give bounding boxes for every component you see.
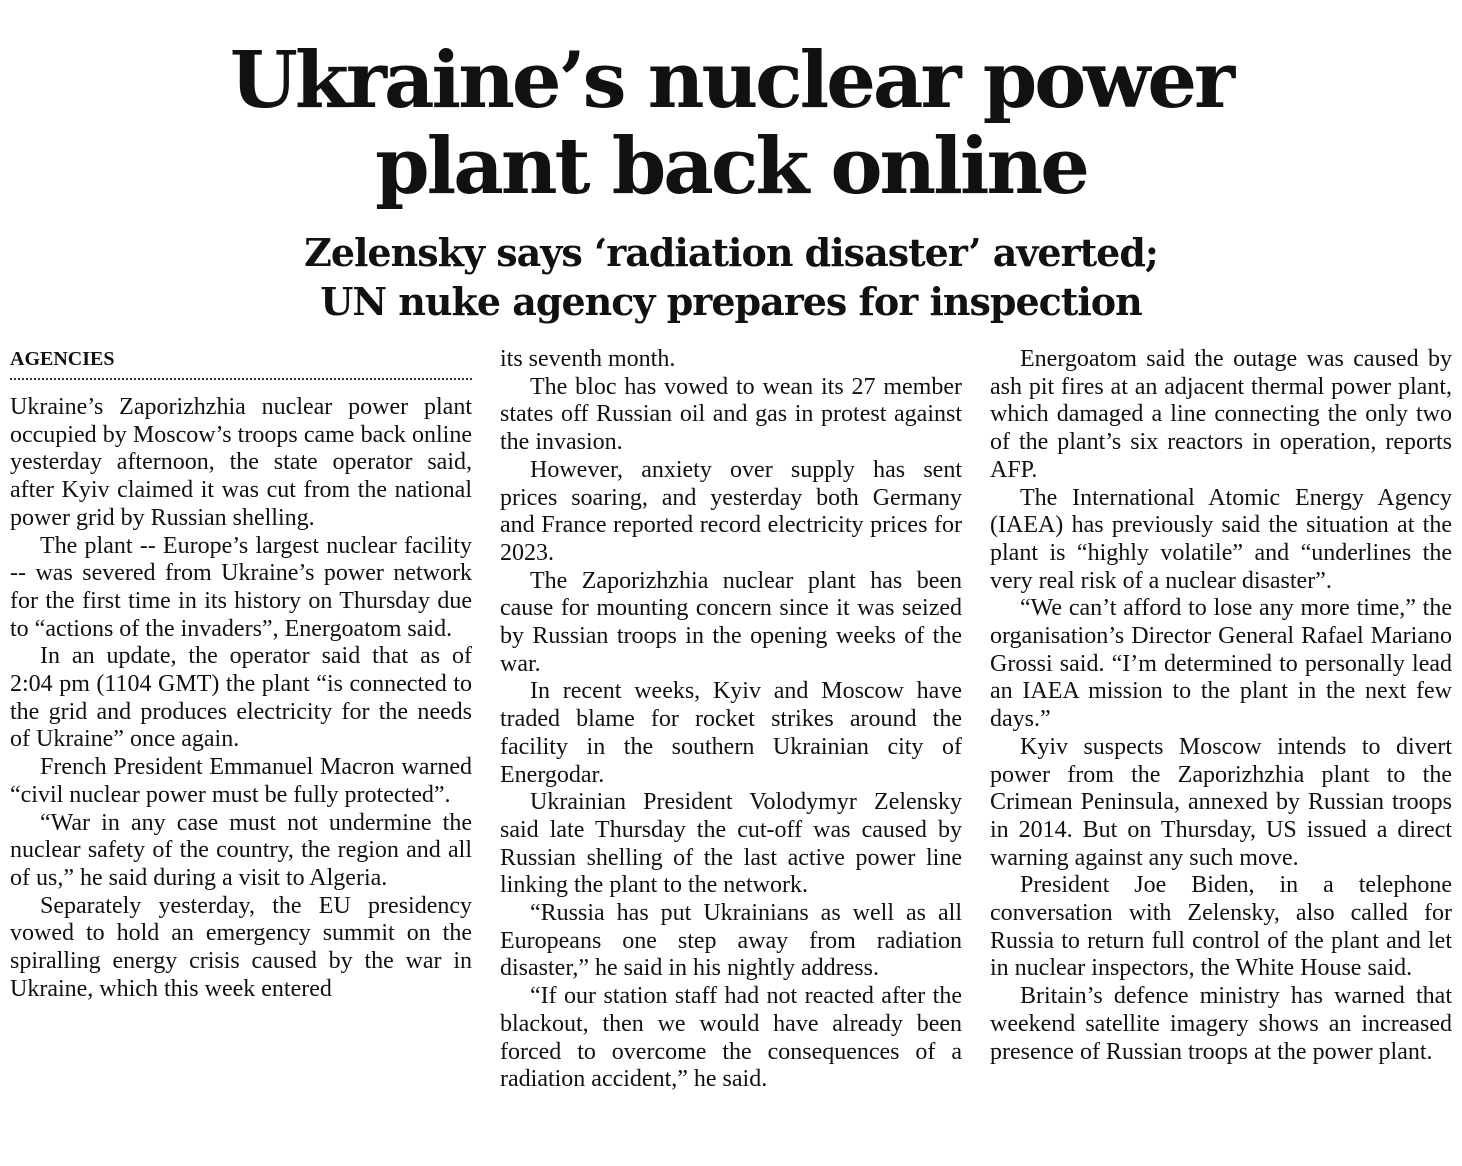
headline-line-2: plant back online (375, 121, 1087, 212)
paragraph: However, anxiety over supply has sent prices soaring, and yesterday both Germany and France reported record electricity prices for 2023. (500, 456, 962, 566)
paragraph: Britain’s defence ministry has warned that weekend satellite imagery shows an increased presence of Russian troops at the power plant. (990, 983, 1452, 1065)
byline: AGENCIES (10, 346, 472, 380)
paragraph: “Russia has put Ukrainians as well as all Europeans one step away from radiation disaster,” he said in his nightly address. (500, 900, 962, 982)
headline-line-1: Ukraine’s nuclear power (229, 35, 1233, 126)
paragraph: The bloc has vowed to wean its 27 member states off Russian oil and gas in protest against the invasion. (500, 373, 962, 456)
headline (0, 35, 1462, 212)
paragraph: Ukraine’s Zaporizhzhia nuclear power plant occupied by Moscow’s troops came back online yesterday afternoon, the state operator said, after Kyiv claimed it was cut from the national power grid by Russian shelling. (10, 394, 472, 531)
subheadline (0, 228, 1462, 326)
paragraph: French President Emmanuel Macron warned “civil nuclear power must be fully protected”. (10, 754, 472, 808)
paragraph: Separately yesterday, the EU presidency vowed to hold an emergency summit on the spiralling energy crisis caused by the war in Ukraine, which this week entered (10, 892, 472, 1002)
paragraph: Kyiv suspects Moscow intends to divert power from the Zaporizhzhia plant to the Crimean Peninsula, annexed by Russian troops in 2014. But on Thursday, US issued a direct warning against any such move. (990, 733, 1452, 871)
subheadline-line-2: UN nuke agency prepares for inspection (320, 279, 1142, 324)
paragraph: The plant -- Europe’s largest nuclear facility -- was severed from Ukraine’s power network for the first time in its history on Thursday due to “actions of the invaders”, Energoatom said. (10, 532, 472, 642)
paragraph: its seventh month. (500, 346, 676, 372)
paragraph: In recent weeks, Kyiv and Moscow have traded blame for rocket strikes around the facility in the southern Ukrainian city of Energodar. (500, 678, 962, 788)
article-column-2 (500, 346, 962, 1094)
paragraph: The International Atomic Energy Agency (IAEA) has previously said the situation at the plant is “highly volatile” and “underlines the very real risk of a nuclear disaster”. (990, 484, 1452, 594)
subheadline-line-1: Zelensky says ‘radiation disaster’ averted; (304, 230, 1158, 275)
paragraph: Energoatom said the outage was caused by ash pit fires at an adjacent thermal power plant, which damaged a line connecting the only two of the plant’s six reactors in operation, reports AFP. (990, 346, 1452, 483)
paragraph: In an update, the operator said that as of 2:04 pm (1104 GMT) the plant “is connected to the grid and produces electricity for the needs of Ukraine” once again. (10, 643, 472, 753)
paragraph: President Joe Biden, in a telephone conversation with Zelensky, also called for Russia to return full control of the plant and let in nuclear inspectors, the White House said. (990, 872, 1452, 982)
article-column-3 (990, 346, 1452, 1066)
paragraph: The Zaporizhzhia nuclear plant has been cause for mounting concern since it was seized by Russian troops in the opening weeks of the war. (500, 567, 962, 677)
paragraph: “War in any case must not undermine the nuclear safety of the country, the region and all of us,” he said during a visit to Algeria. (10, 809, 472, 891)
paragraph: Ukrainian President Volodymyr Zelensky said late Thursday the cut-off was caused by Russian shelling of the last active power line linking the plant to the network. (500, 789, 962, 899)
article-column-1 (10, 346, 472, 1003)
paragraph: “If our station staff had not reacted after the blackout, then we would have already been forced to overcome the consequences of a radiation accident,” he said. (500, 983, 962, 1093)
paragraph: “We can’t afford to lose any more time,” the organisation’s Director General Rafael Mariano Grossi said. “I’m determined to personally lead an IAEA mission to the plant in the next few days.” (990, 595, 1452, 733)
